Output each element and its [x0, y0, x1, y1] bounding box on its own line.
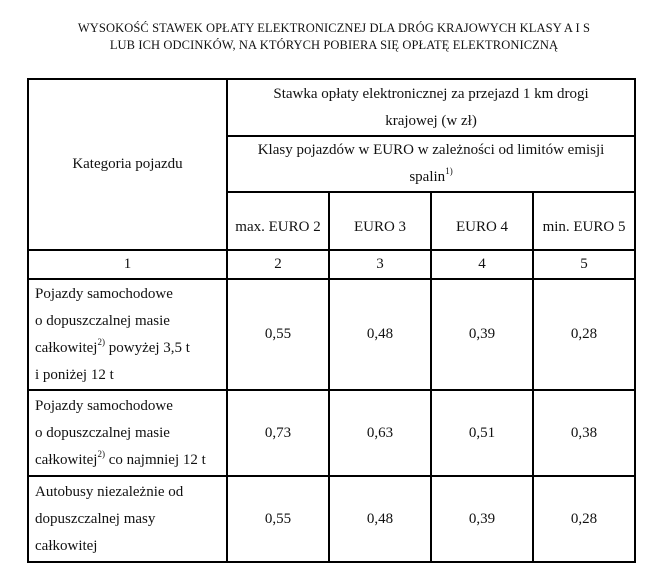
category-text: całkowitej [35, 451, 98, 468]
category-text: powyżej 3,5 t [104, 339, 190, 356]
rate-value: 0,48 [329, 476, 431, 562]
rate-value: 0,39 [431, 476, 533, 562]
category-line: dopuszczalnej masy [35, 510, 156, 527]
header-classes-line-2 [234, 164, 628, 191]
vehicle-category-cell [28, 476, 227, 562]
table-row [28, 476, 635, 562]
column-number-row [28, 250, 635, 279]
header-rate-line-2: krajowej (w zł) [385, 112, 477, 129]
footnote-marker: 2) [97, 448, 105, 459]
category-text: co najmniej 12 t [104, 451, 206, 468]
column-number: 5 [533, 250, 635, 279]
header-rate-cell [227, 79, 635, 136]
header-category-label: Kategoria pojazdu [72, 156, 183, 172]
category-line [35, 335, 220, 362]
column-number: 4 [431, 250, 533, 279]
column-number: 3 [329, 250, 431, 279]
rate-value: 0,28 [533, 279, 635, 390]
table-row [28, 279, 635, 390]
header-row-rate [28, 79, 635, 136]
rate-value: 0,55 [227, 279, 329, 390]
header-category-cell [28, 79, 227, 250]
footnote-marker: 1) [445, 166, 453, 176]
title-line-1: WYSOKOŚĆ STAWEK OPŁATY ELEKTRONICZNEJ DLA DRÓG KRAJOWYCH KLASY A I S [77, 21, 591, 35]
category-line [35, 447, 220, 474]
rate-value: 0,38 [533, 390, 635, 476]
header-classes-line-1: Klasy pojazdów w EURO w zależności od limitów emisji [257, 142, 605, 158]
title-line-2: LUB ICH ODCINKÓW, NA KTÓRYCH POBIERA SIĘ OPŁATĘ ELEKTRONICZNĄ [109, 38, 559, 52]
rate-value: 0,63 [329, 390, 431, 476]
table-row [28, 390, 635, 476]
rate-value: 0,73 [227, 390, 329, 476]
toll-rates-table [27, 78, 636, 563]
category-line: Pojazdy samochodowe [35, 285, 173, 302]
category-text: całkowitej [35, 339, 98, 356]
header-classes-cell [227, 136, 635, 192]
vehicle-category-cell [28, 279, 227, 390]
header-rate-line-1: Stawka opłaty elektronicznej za przejazd 1 km drogi [273, 85, 589, 102]
euro-class-header: EURO 4 [431, 192, 533, 250]
euro-class-header: max. EURO 2 [227, 192, 329, 250]
rate-value: 0,55 [227, 476, 329, 562]
column-number: 2 [227, 250, 329, 279]
category-line: i poniżej 12 t [35, 366, 114, 383]
category-line: o dopuszczalnej masie [35, 424, 170, 441]
category-line: całkowitej [35, 537, 98, 554]
vehicle-category-cell [28, 390, 227, 476]
euro-class-header: EURO 3 [329, 192, 431, 250]
rate-value: 0,51 [431, 390, 533, 476]
euro-class-header: min. EURO 5 [533, 192, 635, 250]
column-number: 1 [28, 250, 227, 279]
header-classes-line-2-text: spalin [409, 169, 446, 185]
category-line: Autobusy niezależnie od [35, 483, 184, 500]
rate-value: 0,48 [329, 279, 431, 390]
category-line: o dopuszczalnej masie [35, 312, 170, 329]
footnote-marker: 2) [97, 336, 105, 347]
document-title [0, 20, 668, 54]
rate-value: 0,28 [533, 476, 635, 562]
rate-value: 0,39 [431, 279, 533, 390]
category-line: Pojazdy samochodowe [35, 397, 173, 414]
